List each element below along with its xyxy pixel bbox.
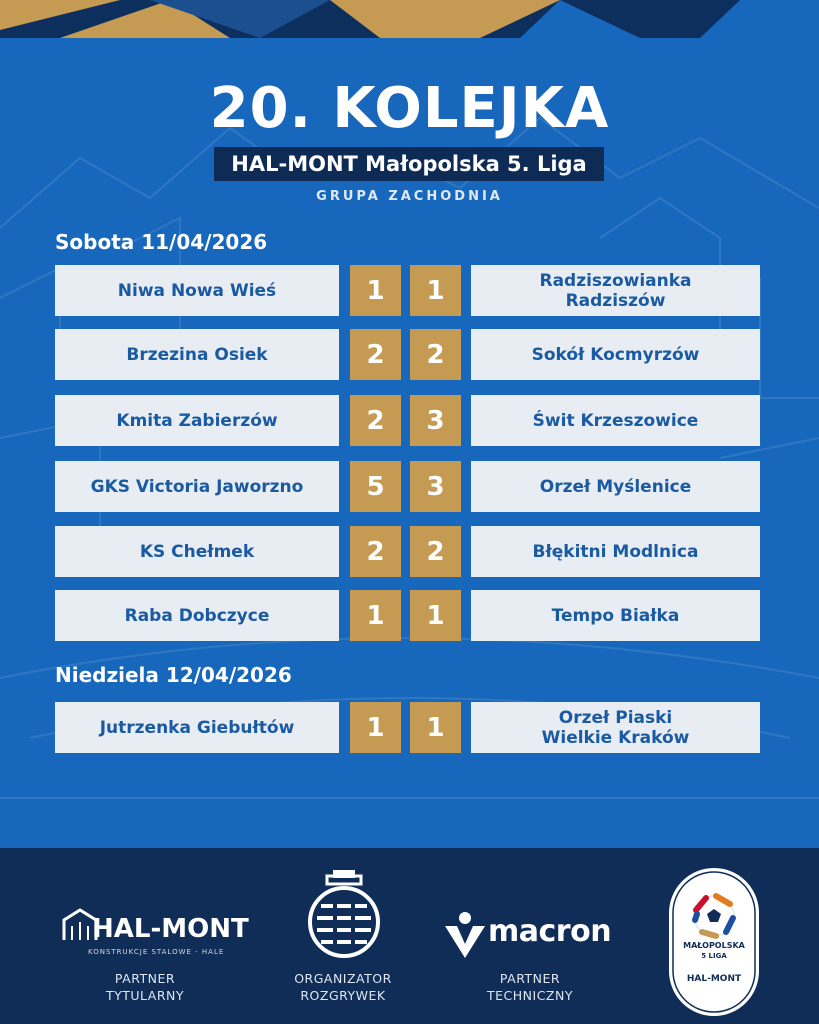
- match-3-home-score: 2: [350, 395, 401, 446]
- partner-label-organizer: [268, 970, 418, 1004]
- zpn-crest-icon: [305, 866, 383, 958]
- match-3-home-team: Kmita Zabierzów: [55, 395, 339, 446]
- match-2-home-score: 2: [350, 329, 401, 380]
- badge-line1: MAŁOPOLSKA: [683, 941, 745, 950]
- partner-label-organizer-line2: ROZGRYWEK: [300, 988, 386, 1003]
- match-7-home-score: 1: [350, 702, 401, 753]
- match-3-away-score: 3: [410, 395, 461, 446]
- partner-label-organizer-line1: ORGANIZATOR: [294, 971, 392, 986]
- match-5-away-score: 2: [410, 526, 461, 577]
- match-6-away-team: Tempo Białka: [471, 590, 760, 641]
- league-name-banner: HAL-MONT Małopolska 5. Liga: [214, 147, 604, 181]
- day-label-saturday: Sobota 11/04/2026: [55, 230, 268, 254]
- match-1-home-score: 1: [350, 265, 401, 316]
- day-label-sunday: Niedziela 12/04/2026: [55, 663, 292, 687]
- hal-mont-logo: HAL-MONT: [92, 914, 249, 944]
- match-6-home-score: 1: [350, 590, 401, 641]
- match-7-away-score: 1: [410, 702, 461, 753]
- match-4-away-team: Orzeł Myślenice: [471, 461, 760, 512]
- top-decor-shapes: [0, 0, 819, 38]
- match-1-away-team: Radziszowianka Radziszów: [471, 265, 760, 316]
- match-2-home-team: Brzezina Osiek: [55, 329, 339, 380]
- partner-label-title: [70, 970, 220, 1004]
- match-7-home-team: Jutrzenka Giebułtów: [55, 702, 339, 753]
- match-5-home-score: 2: [350, 526, 401, 577]
- match-4-away-score: 3: [410, 461, 461, 512]
- hal-mont-logo-tagline: KONSTRUKCJE STALOWE - HALE: [88, 948, 225, 956]
- match-1-away-score: 1: [410, 265, 461, 316]
- partner-label-title-line2: TYTULARNY: [105, 988, 185, 1003]
- group-name: GRUPA ZACHODNIA: [316, 189, 503, 204]
- top-decor-band: [0, 0, 819, 38]
- match-7-away-team: Orzeł Piaski Wielkie Kraków: [471, 702, 760, 753]
- match-6-home-team: Raba Dobczyce: [55, 590, 339, 641]
- match-4-home-score: 5: [350, 461, 401, 512]
- match-3-away-team: Świt Krzeszowice: [471, 395, 760, 446]
- match-5-home-team: KS Chełmek: [55, 526, 339, 577]
- partner-label-title-line1: PARTNER: [114, 971, 176, 986]
- partner-label-technical-line2: TECHNICZNY: [487, 988, 573, 1003]
- partner-label-technical-line1: PARTNER: [499, 971, 561, 986]
- match-6-away-score: 1: [410, 590, 461, 641]
- macron-hero-icon: [443, 910, 487, 960]
- match-1-home-team: Niwa Nowa Wieś: [55, 265, 339, 316]
- partner-label-technical: [455, 970, 605, 1004]
- match-4-home-team: GKS Victoria Jaworzno: [55, 461, 339, 512]
- round-title: 20. KOLEJKA: [209, 76, 610, 141]
- macron-logo: macron: [488, 914, 612, 949]
- badge-line2: 5 LIGA: [701, 952, 727, 960]
- partners-footer: [0, 848, 819, 1024]
- badge-sponsor: HAL-MONT: [686, 974, 742, 984]
- match-2-away-team: Sokół Kocmyrzów: [471, 329, 760, 380]
- match-5-away-team: Błękitni Modlnica: [471, 526, 760, 577]
- match-2-away-score: 2: [410, 329, 461, 380]
